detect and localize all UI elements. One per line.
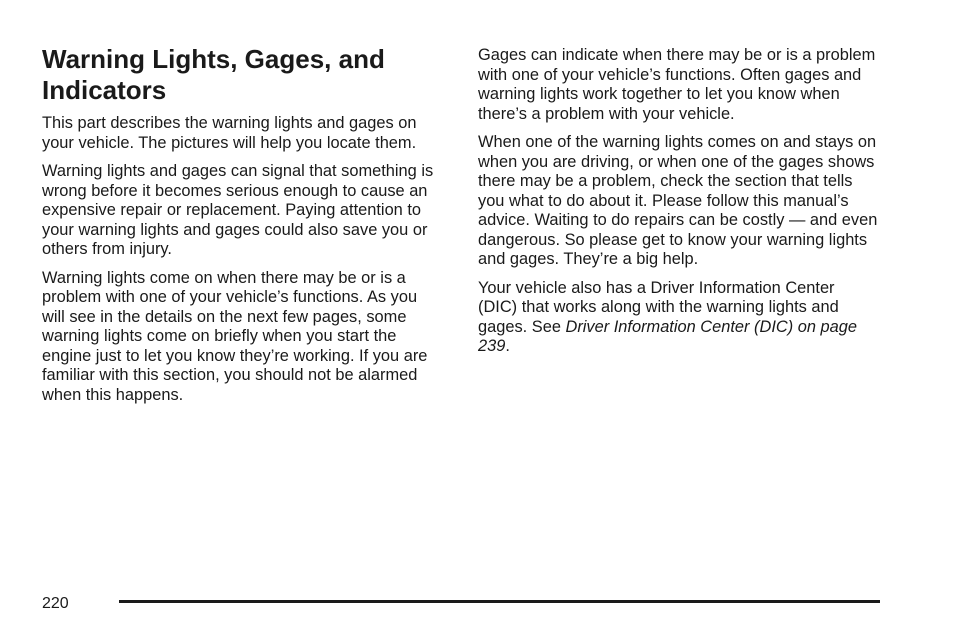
left-paragraph-1: This part describes the warning lights and gages on your vehicle. The pictures will help you locate them.: [42, 114, 417, 152]
page-reference-link[interactable]: Driver Information Center (DIC) on page 239: [478, 317, 857, 355]
section-heading: Warning Lights, Gages, and Indicators: [42, 44, 385, 105]
right-paragraph-3-text: Your vehicle also has a Driver Information Center (DIC) that works along with the warning lights and gages. See: [478, 278, 839, 336]
right-paragraph-2: When one of the warning lights comes on and stays on when you are driving, or when one of the gages shows there may be a problem, check the section that tells you what to do about it. Please follow this manual’s advice. Waiting to do repairs can be costly — and even dangerous. So please get to know your warning lights and gages. They’re a big help.: [478, 133, 878, 268]
footer-rule: [119, 600, 880, 603]
right-paragraph-1: Gages can indicate when there may be or is a problem with one of your vehicle’s functions. Often gages and warning lights work together to let you know when there’s a problem with your vehicle.: [478, 46, 876, 123]
left-paragraph-2: Warning lights and gages can signal that something is wrong before it becomes serious enough to cause an expensive repair or replacement. Paying attention to your warning lights and gages could also save you or others from injury.: [42, 162, 434, 258]
right-paragraph-3: [478, 279, 878, 357]
right-column: [478, 46, 878, 366]
left-column: [42, 44, 442, 414]
left-paragraph-3: Warning lights come on when there may be or is a problem with one of your vehicle’s functions. As you will see in the details on the next few pages, some warning lights come on briefly when you start the engine just to let you know they’re working. If you are familiar with this section, you should not be alarmed when this happens.: [42, 268, 428, 404]
page-number: 220: [42, 595, 69, 612]
right-paragraph-3-end: .: [505, 337, 510, 355]
